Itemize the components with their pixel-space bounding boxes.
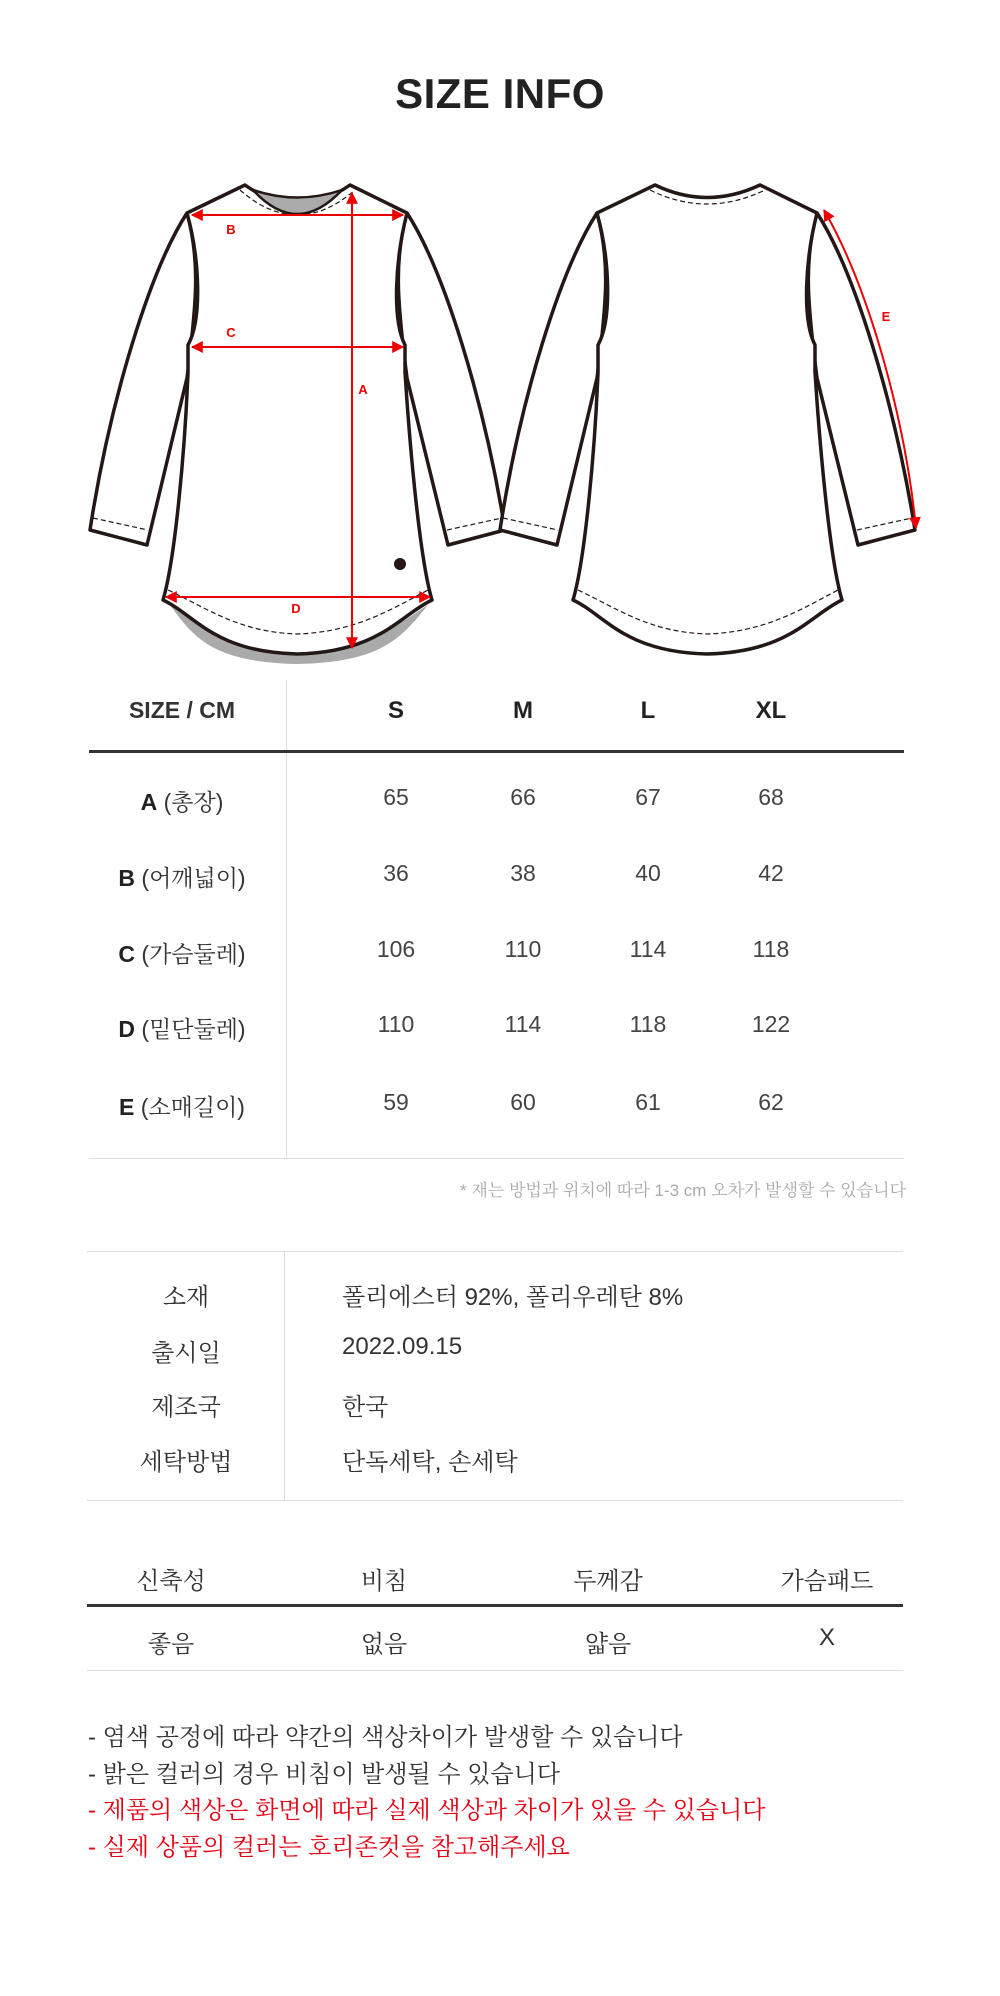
size-table-header-rule [89, 750, 904, 753]
size-cell: 114 [504, 1011, 542, 1037]
remark-item: - 밝은 컬러의 경우 비침이 발생될 수 있습니다 [88, 1761, 560, 1788]
size-row-label [72, 784, 292, 817]
info-label: 출시일 [151, 1340, 221, 1367]
size-cell: 68 [758, 784, 784, 810]
measure-code: C [118, 941, 136, 967]
label-b: B [226, 222, 236, 237]
size-cell: 110 [377, 1011, 415, 1037]
size-cell: 118 [629, 1011, 667, 1037]
size-table-bottom-rule [89, 1158, 904, 1159]
size-header-m: M [513, 697, 533, 724]
remark-item: - 실제 상품의 컬러는 호리존컷을 참고해주세요 [88, 1834, 570, 1861]
info-label: 소재 [162, 1284, 210, 1311]
back-shirt-illustration [500, 185, 915, 654]
size-cell: 60 [510, 1089, 536, 1115]
measure-code: D [118, 1016, 136, 1042]
size-cell: 42 [758, 860, 784, 886]
size-header-xl: XL [755, 697, 787, 724]
measure-name: (가슴둘레) [141, 941, 246, 967]
size-cell: 65 [383, 784, 409, 810]
label-a: A [358, 382, 368, 397]
front-shirt-illustration [90, 185, 505, 664]
size-cell: 62 [758, 1089, 784, 1115]
measure-name: (총장) [163, 789, 224, 815]
info-bottom-rule [87, 1500, 903, 1501]
property-header: 비침 [360, 1568, 408, 1595]
measure-name: (밑단둘레) [141, 1016, 246, 1042]
size-cell: 59 [383, 1089, 409, 1115]
measure-code: A [140, 789, 158, 815]
size-row-label [72, 1089, 292, 1122]
measurement-note: * 재는 방법과 위치에 따라 1-3 cm 오차가 발생할 수 있습니다 [460, 1181, 906, 1200]
info-value: 폴리에스터 92%, 폴리우레탄 8% [342, 1284, 684, 1311]
size-diagram [0, 0, 1000, 680]
info-value: 2022.09.15 [342, 1333, 463, 1360]
property-value: 없음 [360, 1631, 408, 1658]
page-title: SIZE INFO [395, 70, 605, 117]
label-c: C [226, 325, 236, 340]
property-value: 좋음 [147, 1631, 195, 1658]
property-header: 신축성 [136, 1568, 206, 1595]
size-cell: 67 [635, 784, 661, 810]
label-d: D [291, 601, 301, 616]
properties-header-rule [87, 1604, 903, 1607]
label-e: E [881, 309, 891, 324]
measure-name: (어깨넓이) [141, 865, 246, 891]
size-cell: 38 [510, 860, 536, 886]
property-header: 두께감 [573, 1568, 643, 1595]
info-value: 한국 [342, 1394, 389, 1421]
size-row-label [72, 1011, 292, 1044]
size-cell: 66 [510, 784, 536, 810]
remark-item: - 염색 공정에 따라 약간의 색상차이가 발생할 수 있습니다 [88, 1724, 683, 1751]
size-table-header-label: SIZE / CM [128, 697, 236, 723]
size-header-s: S [387, 697, 404, 724]
measure-code: B [118, 865, 136, 891]
size-cell: 36 [383, 860, 409, 886]
info-value: 단독세탁, 손세탁 [342, 1449, 518, 1476]
remark-item: - 제품의 색상은 화면에 따라 실제 색상과 차이가 있을 수 있습니다 [88, 1797, 766, 1824]
size-cell: 40 [635, 860, 661, 886]
size-row-label [72, 936, 292, 969]
property-header: 가슴패드 [780, 1568, 874, 1595]
size-cell: 110 [504, 936, 542, 962]
size-cell: 122 [751, 1011, 791, 1037]
size-cell: 118 [752, 936, 790, 962]
info-top-rule [87, 1251, 903, 1252]
size-cell: 106 [376, 936, 416, 962]
size-cell: 114 [629, 936, 667, 962]
size-cell: 61 [635, 1089, 661, 1115]
info-label: 세탁방법 [139, 1449, 233, 1476]
info-label: 제조국 [151, 1394, 221, 1421]
properties-bottom-rule [87, 1670, 903, 1671]
property-value: 얇음 [584, 1631, 632, 1658]
property-value: X [818, 1624, 835, 1651]
size-row-label [72, 860, 292, 893]
measure-name: (소매길이) [140, 1094, 245, 1120]
size-header-l: L [640, 697, 656, 724]
measure-code: E [119, 1094, 135, 1120]
